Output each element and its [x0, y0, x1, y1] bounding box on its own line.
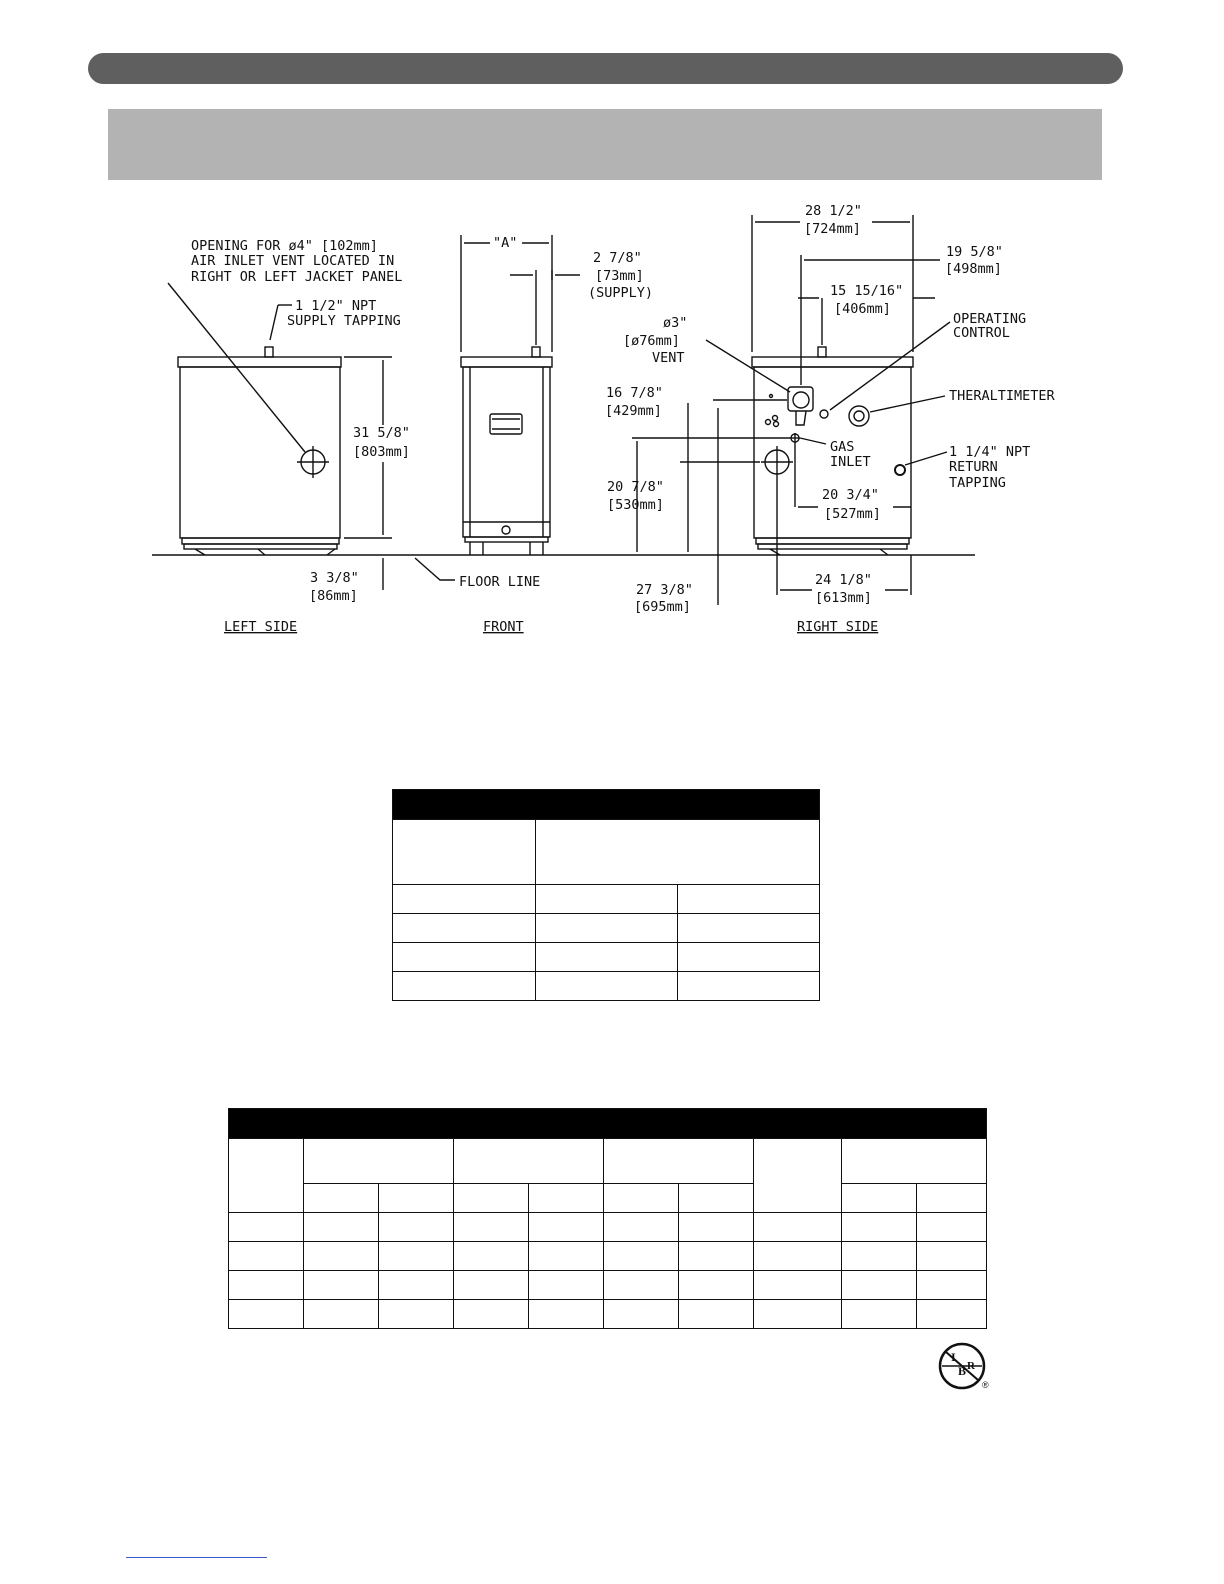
dim-24-1: 24 1/8": [815, 572, 872, 588]
table-cell: [393, 972, 536, 1001]
front-jacket: [463, 367, 550, 537]
table-cell: [604, 1139, 754, 1184]
table-cell: [536, 820, 820, 885]
header-bar: [88, 53, 1123, 84]
table-cell: [529, 1242, 604, 1271]
boiler-dimension-drawing: [0, 190, 1224, 650]
dimension-table: [392, 789, 820, 1001]
table-cell: [842, 1213, 917, 1242]
table-cell: [304, 1300, 379, 1329]
table-cell: [604, 1242, 679, 1271]
return-tapping-2: RETURN: [949, 459, 998, 475]
theraltimeter-label: THERALTIMETER: [949, 388, 1055, 404]
dim-20-7-1: 20 7/8": [607, 479, 664, 495]
air-inlet-note-1: OPENING FOR ø4" [102mm]: [191, 238, 378, 254]
table-cell: [679, 1271, 754, 1300]
table-cell: [679, 1242, 754, 1271]
table-cell: [917, 1184, 987, 1213]
table-cell: [379, 1213, 454, 1242]
table-cell: [529, 1271, 604, 1300]
table-cell: [229, 1213, 304, 1242]
supply-tapping-1: 1 1/2" NPT: [295, 298, 377, 314]
table-cell: [393, 885, 536, 914]
height-dim-1: 31 5/8": [353, 425, 410, 441]
table-cell: [454, 1242, 529, 1271]
table-cell: [917, 1300, 987, 1329]
table-cell: [229, 1139, 304, 1213]
vent-2: [ø76mm]: [623, 333, 680, 349]
supply-tapping: [265, 347, 273, 357]
depth-dim-1: 28 1/2": [805, 203, 862, 219]
table-cell: [379, 1242, 454, 1271]
table-cell: [379, 1184, 454, 1213]
dim-15-2: [406mm]: [834, 301, 891, 317]
table-cell: [536, 885, 678, 914]
supply-offset-2: [73mm]: [595, 268, 644, 284]
table-cell: [454, 1213, 529, 1242]
table-cell: [679, 1213, 754, 1242]
operating-control-2: CONTROL: [953, 325, 1010, 341]
table-cell: [304, 1139, 454, 1184]
table-header: [229, 1109, 987, 1139]
left-jacket: [180, 367, 340, 538]
table-cell: [678, 885, 820, 914]
svg-text:®: ®: [982, 1380, 989, 1390]
gas-inlet-2: INLET: [830, 454, 871, 470]
table-cell: [304, 1184, 379, 1213]
dim-27-1: 27 3/8": [636, 582, 693, 598]
table-cell: [754, 1271, 842, 1300]
table-cell: [917, 1242, 987, 1271]
table-cell: [604, 1271, 679, 1300]
air-inlet-note-3: RIGHT OR LEFT JACKET PANEL: [191, 269, 403, 285]
table-cell: [304, 1271, 379, 1300]
table-cell: [304, 1213, 379, 1242]
table-row: [229, 1242, 987, 1271]
return-tapping-1: 1 1/4" NPT: [949, 444, 1031, 460]
svg-text:R: R: [967, 1360, 975, 1372]
table-cell: [678, 972, 820, 1001]
dim-19-2: [498mm]: [945, 261, 1002, 277]
table-cell: [604, 1184, 679, 1213]
table-cell: [393, 943, 536, 972]
dim-20-3-1: 20 3/4": [822, 487, 879, 503]
table-cell: [536, 943, 678, 972]
table-cell: [454, 1300, 529, 1329]
table-row: [229, 1271, 987, 1300]
dim-20-3-2: [527mm]: [824, 506, 881, 522]
title-banner: [108, 109, 1102, 180]
svg-text:B: B: [958, 1364, 967, 1378]
table-cell: [842, 1271, 917, 1300]
operating-control-1: OPERATING: [953, 311, 1027, 327]
svg-text:I: I: [951, 1350, 956, 1364]
table-cell: [679, 1300, 754, 1329]
dim-16-2: [429mm]: [605, 403, 662, 419]
table-cell: [379, 1271, 454, 1300]
supply-offset-3: (SUPPLY): [588, 285, 654, 301]
floor-line-label: FLOOR LINE: [459, 574, 541, 590]
base-height-2: [86mm]: [309, 588, 358, 604]
ratings-table: [228, 1108, 987, 1329]
height-dim-2: [803mm]: [353, 444, 410, 460]
table-cell: [454, 1139, 604, 1184]
vent-3: VENT: [652, 350, 685, 366]
base-height-1: 3 3/8": [310, 570, 359, 586]
supply-offset-1: 2 7/8": [593, 250, 642, 266]
table-cell: [678, 943, 820, 972]
vent-1: ø3": [663, 315, 688, 331]
table-cell: [754, 1139, 842, 1213]
front-width-a: "A": [493, 235, 518, 251]
dim-19-1: 19 5/8": [946, 244, 1003, 260]
return-tapping-3: TAPPING: [949, 475, 1006, 491]
dim-24-2: [613mm]: [815, 590, 872, 606]
table-cell: [529, 1184, 604, 1213]
table-cell: [229, 1300, 304, 1329]
table-row: [229, 1300, 987, 1329]
gas-inlet-1: GAS: [830, 439, 855, 455]
table-cell: [679, 1184, 754, 1213]
table-cell: [529, 1213, 604, 1242]
left-side-label: LEFT SIDE: [224, 619, 298, 635]
table-header: [393, 790, 820, 820]
footer-link-underline[interactable]: [126, 1557, 267, 1558]
table-cell: [536, 972, 678, 1001]
table-cell: [604, 1213, 679, 1242]
air-inlet-note-2: AIR INLET VENT LOCATED IN: [191, 253, 395, 269]
table-cell: [842, 1139, 987, 1184]
table-row: [393, 914, 820, 943]
table-cell: [754, 1242, 842, 1271]
supply-tapping-2: SUPPLY TAPPING: [287, 313, 401, 329]
dim-16-1: 16 7/8": [606, 385, 663, 401]
table-cell: [304, 1242, 379, 1271]
table-cell: [529, 1300, 604, 1329]
table-cell: [842, 1300, 917, 1329]
depth-dim-2: [724mm]: [804, 221, 861, 237]
table-cell: [917, 1213, 987, 1242]
dim-27-2: [695mm]: [634, 599, 691, 615]
table-row: [393, 972, 820, 1001]
dim-20-7-2: [530mm]: [607, 497, 664, 513]
table-cell: [393, 914, 536, 943]
front-label: FRONT: [483, 619, 524, 635]
table-cell: [229, 1271, 304, 1300]
table-cell: [842, 1184, 917, 1213]
table-cell: [604, 1300, 679, 1329]
table-row: [393, 885, 820, 914]
table-row: [229, 1213, 987, 1242]
table-cell: [536, 914, 678, 943]
dim-15-1: 15 15/16": [830, 283, 904, 299]
right-side-label: RIGHT SIDE: [797, 619, 879, 635]
table-cell: [454, 1271, 529, 1300]
left-top-cap: [178, 357, 341, 367]
table-cell: [229, 1242, 304, 1271]
table-cell: [754, 1213, 842, 1242]
table-cell: [917, 1271, 987, 1300]
table-cell: [754, 1300, 842, 1329]
table-cell: [678, 914, 820, 943]
table-cell: [393, 820, 536, 885]
ibr-logo: [936, 1342, 996, 1392]
table-cell: [842, 1242, 917, 1271]
table-cell: [379, 1300, 454, 1329]
table-cell: [454, 1184, 529, 1213]
table-row: [393, 943, 820, 972]
